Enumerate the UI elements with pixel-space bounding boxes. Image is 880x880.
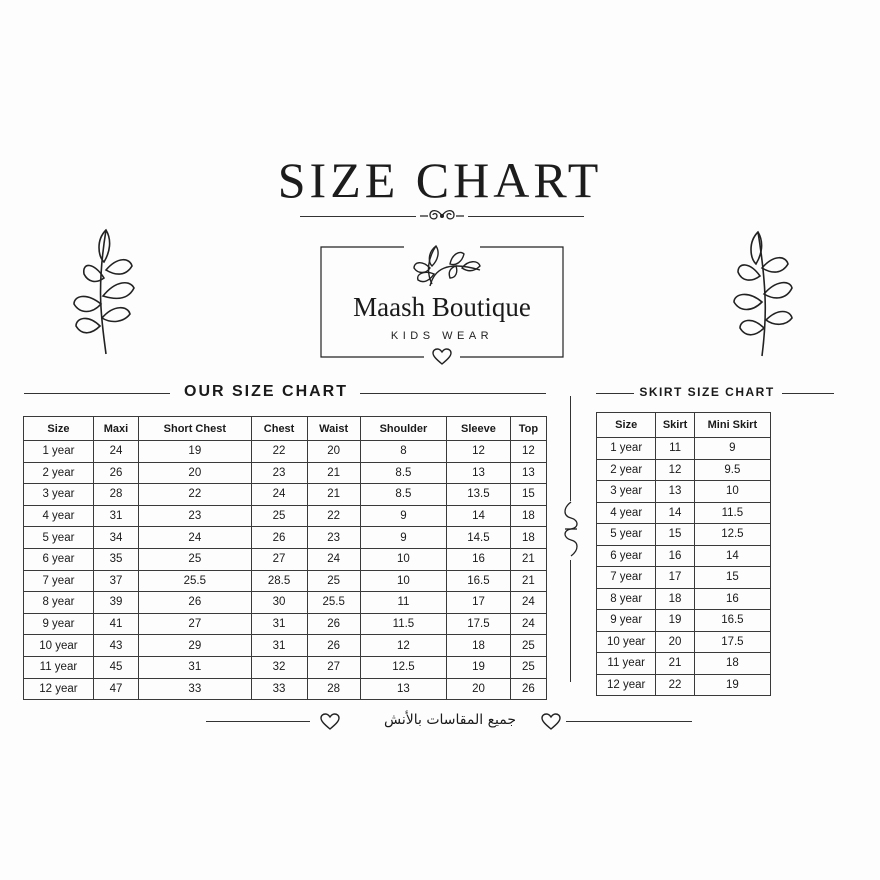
table-cell: 4 year (24, 505, 94, 527)
table-row (597, 610, 771, 632)
table-cell: 24 (307, 548, 360, 570)
table-cell: 18 (510, 505, 546, 527)
table-row (24, 635, 547, 657)
table-row (597, 631, 771, 653)
table-cell: 10 year (24, 635, 94, 657)
table-cell: 8.5 (360, 462, 446, 484)
table-cell: 3 year (24, 484, 94, 506)
table-cell: 24 (251, 484, 307, 506)
table-cell: 47 (93, 678, 138, 700)
table-cell: 2 year (597, 459, 656, 481)
table-cell: 12.5 (360, 656, 446, 678)
table-cell: 20 (307, 441, 360, 463)
table-cell: 10 (694, 481, 770, 503)
table-cell: 9 year (24, 613, 94, 635)
table-body (597, 438, 771, 696)
table-cell: 26 (251, 527, 307, 549)
table-row (597, 567, 771, 589)
table-body (24, 441, 547, 700)
table-row (597, 438, 771, 460)
table-cell: 21 (307, 484, 360, 506)
table-cell: 31 (251, 635, 307, 657)
column-header: Size (597, 413, 656, 438)
main-heading-rule-right (360, 393, 546, 394)
table-cell: 26 (510, 678, 546, 700)
main-size-table (23, 416, 547, 700)
table-cell: 22 (139, 484, 251, 506)
table-cell: 10 (360, 548, 446, 570)
table-cell: 11.5 (694, 502, 770, 524)
table-row (597, 459, 771, 481)
table-cell: 11 (656, 438, 694, 460)
table-row (24, 527, 547, 549)
table-cell: 17.5 (447, 613, 511, 635)
brand-name: Maash Boutique (353, 292, 531, 322)
table-row (24, 613, 547, 635)
table-cell: 22 (251, 441, 307, 463)
table-cell: 16.5 (694, 610, 770, 632)
table-cell: 22 (307, 505, 360, 527)
footer-note: جميع المقاسات بالأنش (384, 712, 516, 728)
table-cell: 18 (656, 588, 694, 610)
table-cell: 25 (307, 570, 360, 592)
table-cell: 24 (93, 441, 138, 463)
table-cell: 13.5 (447, 484, 511, 506)
table-cell: 21 (307, 462, 360, 484)
table-cell: 18 (447, 635, 511, 657)
table-cell: 21 (510, 570, 546, 592)
table-cell: 19 (656, 610, 694, 632)
table-row (597, 545, 771, 567)
table-cell: 21 (510, 548, 546, 570)
table-cell: 8.5 (360, 484, 446, 506)
table-row (597, 524, 771, 546)
table-cell: 21 (656, 653, 694, 675)
logo-leaf-icon (400, 240, 484, 290)
table-cell: 19 (694, 674, 770, 696)
table-cell: 9 (360, 505, 446, 527)
table-cell: 20 (656, 631, 694, 653)
table-cell: 9.5 (694, 459, 770, 481)
column-header: Short Chest (139, 417, 251, 441)
skirt-heading-rule-right (782, 393, 834, 394)
column-header: Maxi (93, 417, 138, 441)
column-header: Waist (307, 417, 360, 441)
table-cell: 13 (360, 678, 446, 700)
table-cell: 13 (510, 462, 546, 484)
table-cell: 12.5 (694, 524, 770, 546)
table-cell: 20 (139, 462, 251, 484)
column-header: Sleeve (447, 417, 511, 441)
footer-rule-left (206, 721, 310, 722)
table-row (24, 592, 547, 614)
table-cell: 28 (93, 484, 138, 506)
skirt-heading-rule-left (596, 393, 634, 394)
table-row (24, 678, 547, 700)
table-header-row (597, 413, 771, 438)
table-cell: 18 (694, 653, 770, 675)
table-cell: 19 (447, 656, 511, 678)
heart-icon (541, 713, 561, 731)
table-cell: 31 (139, 656, 251, 678)
column-header: Chest (251, 417, 307, 441)
table-cell: 19 (139, 441, 251, 463)
table-cell: 14 (447, 505, 511, 527)
title-rule-right (468, 216, 584, 217)
table-cell: 2 year (24, 462, 94, 484)
footer-rule-right (566, 721, 692, 722)
table-cell: 16 (694, 588, 770, 610)
column-header: Shoulder (360, 417, 446, 441)
table-cell: 20 (447, 678, 511, 700)
table-cell: 26 (139, 592, 251, 614)
table-cell: 37 (93, 570, 138, 592)
table-cell: 24 (510, 592, 546, 614)
leaf-branch-icon (722, 224, 802, 360)
vertical-divider-top (570, 396, 571, 501)
table-cell: 10 year (597, 631, 656, 653)
table-cell: 33 (251, 678, 307, 700)
column-header: Size (24, 417, 94, 441)
table-cell: 15 (656, 524, 694, 546)
table-row (24, 656, 547, 678)
table-cell: 8 (360, 441, 446, 463)
table-cell: 25.5 (307, 592, 360, 614)
table-cell: 24 (510, 613, 546, 635)
column-header: Top (510, 417, 546, 441)
table-cell: 14 (694, 545, 770, 567)
table-cell: 7 year (24, 570, 94, 592)
table-cell: 9 year (597, 610, 656, 632)
heart-icon (320, 713, 340, 731)
table-cell: 29 (139, 635, 251, 657)
table-cell: 3 year (597, 481, 656, 503)
table-cell: 24 (139, 527, 251, 549)
table-cell: 25.5 (139, 570, 251, 592)
table-cell: 1 year (597, 438, 656, 460)
table-cell: 16 (447, 548, 511, 570)
table-cell: 12 (360, 635, 446, 657)
table-row (597, 653, 771, 675)
table-cell: 30 (251, 592, 307, 614)
table-cell: 22 (656, 674, 694, 696)
table-cell: 5 year (597, 524, 656, 546)
vertical-divider-bottom (570, 560, 571, 682)
table-cell: 9 (694, 438, 770, 460)
table-row (24, 441, 547, 463)
table-cell: 26 (307, 635, 360, 657)
table-cell: 11 (360, 592, 446, 614)
heart-icon (432, 348, 452, 366)
table-cell: 23 (307, 527, 360, 549)
table-cell: 7 year (597, 567, 656, 589)
table-cell: 8 year (597, 588, 656, 610)
brand-tagline: KIDS WEAR (390, 330, 494, 342)
main-chart-heading: OUR SIZE CHART (184, 383, 348, 400)
table-cell: 9 (360, 527, 446, 549)
table-cell: 14 (656, 502, 694, 524)
table-cell: 13 (656, 481, 694, 503)
table-cell: 18 (510, 527, 546, 549)
table-cell: 12 year (597, 674, 656, 696)
table-cell: 34 (93, 527, 138, 549)
vertical-scroll-divider-icon (561, 500, 581, 558)
table-row (597, 588, 771, 610)
column-header: Skirt (656, 413, 694, 438)
leaf-branch-icon (66, 222, 146, 358)
table-cell: 17 (447, 592, 511, 614)
ornament-flourish-icon (418, 206, 466, 226)
table-cell: 23 (251, 462, 307, 484)
table-cell: 25 (139, 548, 251, 570)
table-cell: 43 (93, 635, 138, 657)
table-cell: 11 year (24, 656, 94, 678)
page-title: SIZE CHART (277, 152, 603, 208)
table-cell: 16 (656, 545, 694, 567)
table-cell: 25 (510, 656, 546, 678)
table-cell: 25 (251, 505, 307, 527)
table-cell: 13 (447, 462, 511, 484)
table-cell: 17.5 (694, 631, 770, 653)
table-row (24, 570, 547, 592)
table-cell: 1 year (24, 441, 94, 463)
column-header: Mini Skirt (694, 413, 770, 438)
table-cell: 32 (251, 656, 307, 678)
table-cell: 11 year (597, 653, 656, 675)
table-cell: 4 year (597, 502, 656, 524)
table-cell: 6 year (24, 548, 94, 570)
table-row (597, 502, 771, 524)
table-cell: 14.5 (447, 527, 511, 549)
table-cell: 12 year (24, 678, 94, 700)
table-cell: 6 year (597, 545, 656, 567)
skirt-chart-heading: SKIRT SIZE CHART (639, 385, 775, 399)
table-cell: 17 (656, 567, 694, 589)
table-cell: 31 (93, 505, 138, 527)
table-cell: 5 year (24, 527, 94, 549)
table-row (24, 548, 547, 570)
table-cell: 12 (510, 441, 546, 463)
table-cell: 28 (307, 678, 360, 700)
main-heading-rule-left (24, 393, 170, 394)
table-cell: 16.5 (447, 570, 511, 592)
table-cell: 15 (510, 484, 546, 506)
skirt-size-table (596, 412, 771, 696)
table-cell: 28.5 (251, 570, 307, 592)
table-cell: 31 (251, 613, 307, 635)
table-cell: 12 (447, 441, 511, 463)
table-cell: 8 year (24, 592, 94, 614)
table-row (24, 505, 547, 527)
table-cell: 25 (510, 635, 546, 657)
table-cell: 45 (93, 656, 138, 678)
table-cell: 27 (307, 656, 360, 678)
title-rule-left (300, 216, 416, 217)
table-cell: 23 (139, 505, 251, 527)
table-cell: 33 (139, 678, 251, 700)
table-row (24, 462, 547, 484)
table-cell: 26 (93, 462, 138, 484)
table-cell: 10 (360, 570, 446, 592)
table-cell: 27 (251, 548, 307, 570)
table-row (597, 481, 771, 503)
table-cell: 15 (694, 567, 770, 589)
table-cell: 41 (93, 613, 138, 635)
table-row (24, 484, 547, 506)
table-row (597, 674, 771, 696)
table-cell: 35 (93, 548, 138, 570)
table-cell: 11.5 (360, 613, 446, 635)
table-cell: 39 (93, 592, 138, 614)
table-cell: 26 (307, 613, 360, 635)
table-cell: 27 (139, 613, 251, 635)
table-cell: 12 (656, 459, 694, 481)
table-header-row (24, 417, 547, 441)
